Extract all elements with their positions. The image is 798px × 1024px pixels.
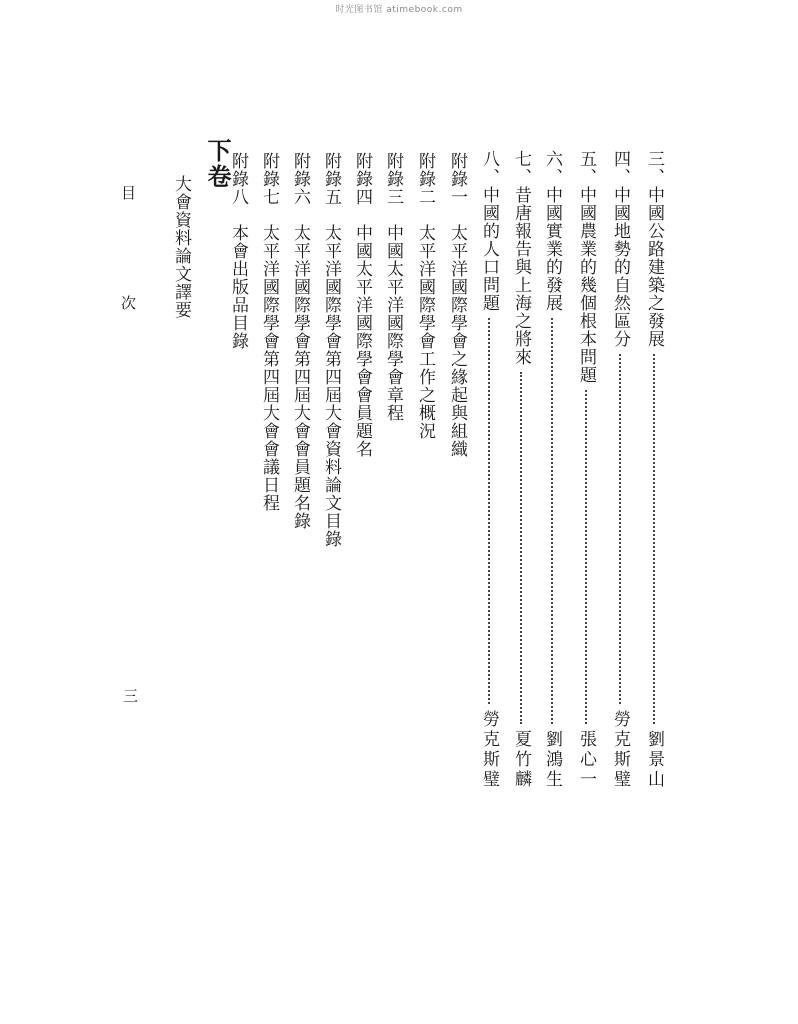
part-title[interactable]: 大會資料論文譯要	[171, 175, 191, 319]
toc-entry[interactable]	[512, 150, 529, 790]
entry-author: 張心一	[576, 730, 596, 790]
appendix-entry[interactable]	[291, 152, 308, 530]
entry-number: 八、	[479, 150, 499, 186]
appendix-title: 太平洋國際學會第四屆大會資料論文目錄	[321, 224, 341, 548]
part-heading: 下卷	[203, 138, 232, 190]
entry-title: 昔唐報告與上海之將來	[511, 186, 531, 366]
entry-title: 中國的人口問題	[479, 186, 499, 312]
entry-author: 勞克斯璧	[610, 710, 630, 790]
section-label: 目 次	[119, 185, 137, 350]
entry-title: 中國公路建築之發展	[644, 186, 664, 348]
appendix-title: 中國太平洋國際學會章程	[383, 224, 403, 422]
entry-title: 中國農業的幾個根本問題	[576, 186, 596, 384]
dot-leader	[488, 318, 490, 704]
entry-author: 劉景山	[644, 730, 664, 790]
appendix-label: 附錄一	[447, 152, 467, 206]
appendix-entry[interactable]	[416, 152, 433, 440]
entry-number: 七、	[511, 150, 531, 186]
appendix-entry[interactable]	[448, 152, 465, 458]
entry-number: 三、	[644, 150, 664, 186]
appendix-title: 中國太平洋國際學會會員題名	[352, 224, 372, 458]
appendix-label: 附錄四	[352, 152, 372, 206]
appendix-label: 附錄三	[383, 152, 403, 206]
toc-entry[interactable]	[543, 150, 560, 790]
appendix-entry[interactable]	[260, 152, 277, 512]
appendix-title: 太平洋國際學會第四屆大會會議日程	[259, 224, 279, 512]
entry-author: 勞克斯璧	[479, 710, 499, 790]
dot-leader	[520, 372, 522, 724]
toc-entry[interactable]	[611, 150, 628, 790]
entry-title: 中國地勢的自然區分	[610, 186, 630, 348]
appendix-entry[interactable]	[322, 152, 339, 548]
entry-number: 五、	[576, 150, 596, 186]
appendix-title: 太平洋國際學會第四屆大會會員題名錄	[290, 224, 310, 530]
dot-leader	[551, 318, 553, 724]
appendix-title: 本會出版品目錄	[228, 224, 248, 350]
entry-number: 六、	[542, 150, 562, 186]
appendix-label: 附錄五	[321, 152, 341, 206]
appendix-label: 附錄六	[290, 152, 310, 206]
entry-title: 中國實業的發展	[542, 186, 562, 312]
toc-entry[interactable]	[577, 150, 594, 790]
appendix-label: 附錄八	[228, 152, 248, 206]
appendix-entry[interactable]	[384, 152, 401, 422]
appendix-entry[interactable]	[353, 152, 370, 458]
entry-author: 夏竹麟	[511, 730, 531, 790]
page-number: 三	[121, 688, 139, 703]
watermark: 时光图书馆 atimebook.com	[335, 5, 463, 15]
appendix-title: 太平洋國際學會之緣起與組織	[447, 224, 467, 458]
entry-number: 四、	[610, 150, 630, 186]
dot-leader	[585, 390, 587, 724]
dot-leader	[653, 354, 655, 724]
appendix-label: 附錄二	[415, 152, 435, 206]
appendix-label: 附錄七	[259, 152, 279, 206]
entry-author: 劉鴻生	[542, 730, 562, 790]
dot-leader	[619, 354, 621, 704]
toc-entry[interactable]	[645, 150, 662, 790]
toc-entry[interactable]	[480, 150, 497, 790]
appendix-title: 太平洋國際學會工作之概況	[415, 224, 435, 440]
